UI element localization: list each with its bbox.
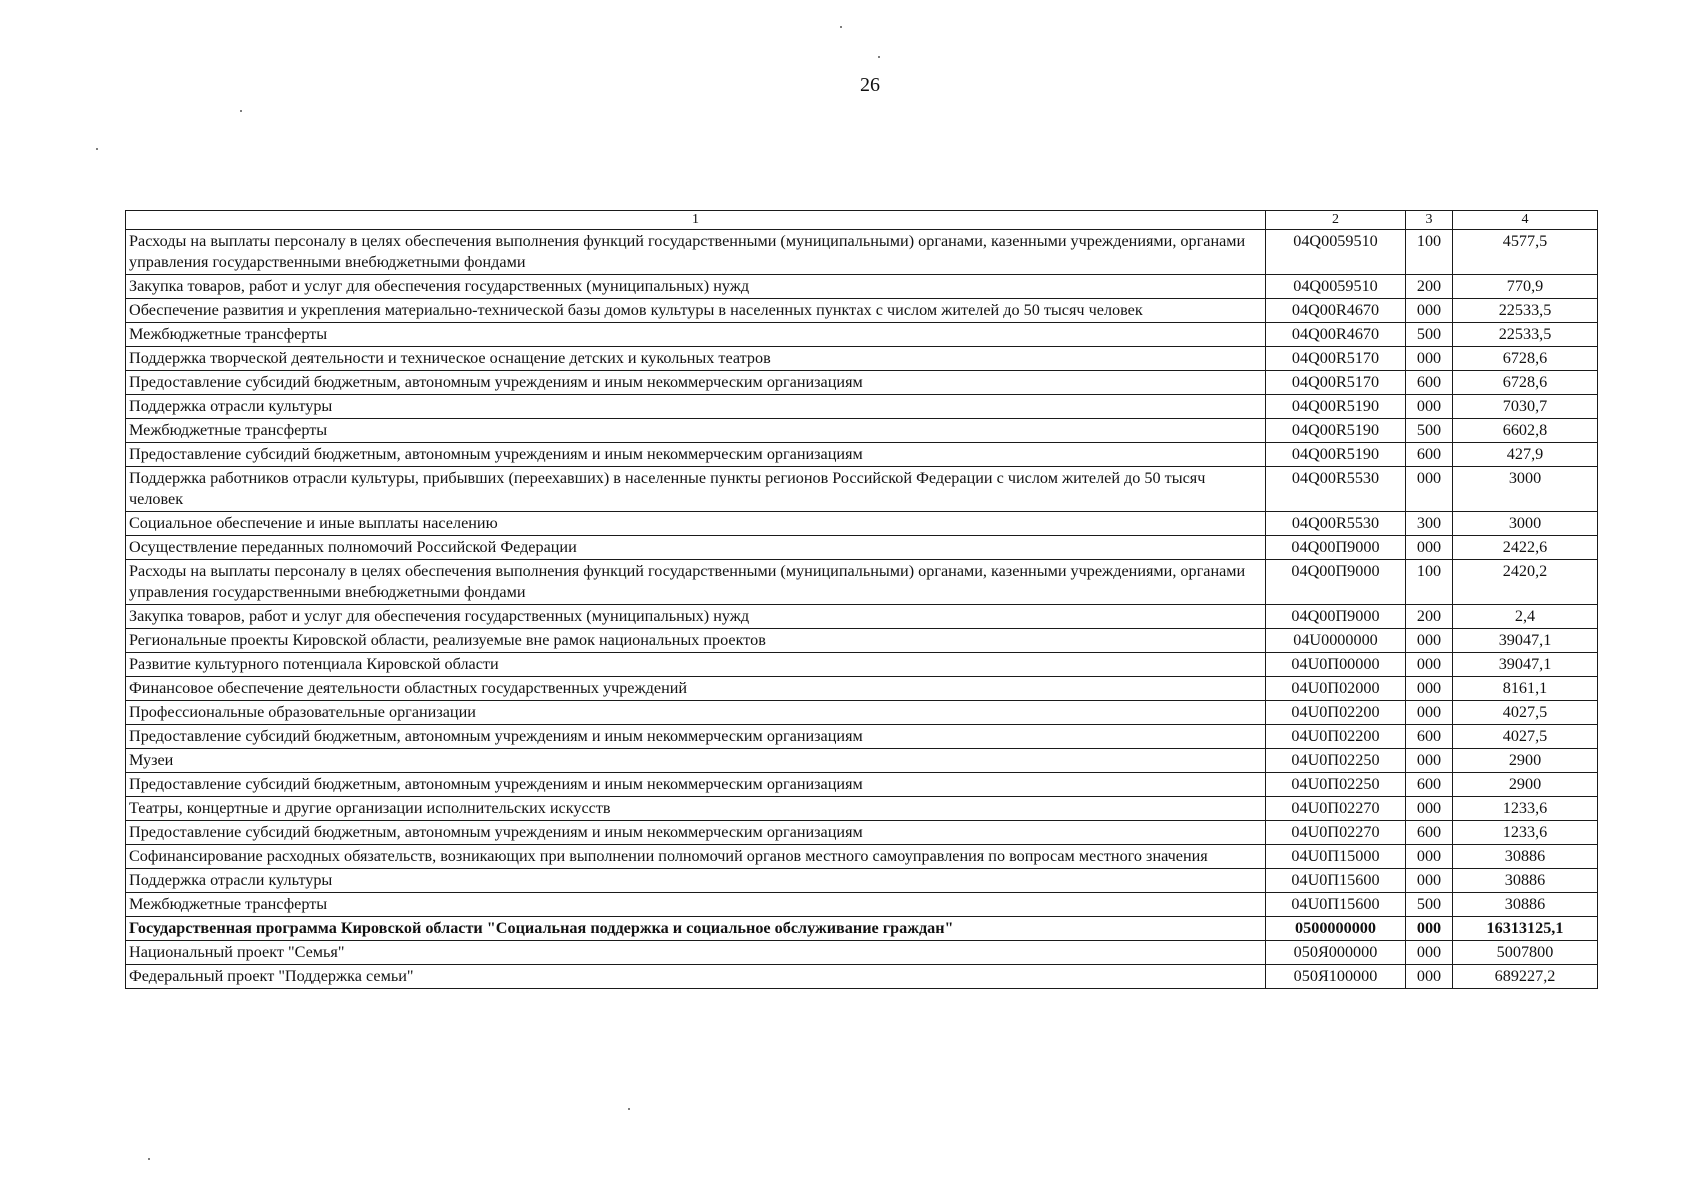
row-kvr-cell: 500: [1406, 893, 1453, 917]
row-sum-cell: 39047,1: [1453, 653, 1598, 677]
row-name-cell: Поддержка творческой деятельности и техническое оснащение детских и кукольных театров: [126, 347, 1266, 371]
row-kvr-cell: 000: [1406, 629, 1453, 653]
table-row: [126, 512, 1598, 536]
table-row: [126, 275, 1598, 299]
row-kvr-cell: 200: [1406, 605, 1453, 629]
table-row: [126, 845, 1598, 869]
budget-table: [125, 210, 1598, 989]
row-sum-cell: 30886: [1453, 869, 1598, 893]
row-name-cell: Софинансирование расходных обязательств, возникающих при выполнении полномочий органов местного самоуправления по вопросам местного значения: [126, 845, 1266, 869]
page-number: 26: [860, 74, 880, 96]
row-name-cell: Предоставление субсидий бюджетным, автономным учреждениям и иным некоммерческим организациям: [126, 725, 1266, 749]
row-sum-cell: 22533,5: [1453, 299, 1598, 323]
row-kvr-cell: 000: [1406, 917, 1453, 941]
row-name-cell: Поддержка отрасли культуры: [126, 395, 1266, 419]
table-row: [126, 677, 1598, 701]
row-sum-cell: 6728,6: [1453, 347, 1598, 371]
row-name-cell: Профессиональные образовательные организации: [126, 701, 1266, 725]
row-kvr-cell: 100: [1406, 230, 1453, 275]
column-header-sum: 4: [1453, 211, 1598, 230]
table-row: [126, 323, 1598, 347]
row-kvr-cell: 000: [1406, 677, 1453, 701]
table-row: [126, 725, 1598, 749]
row-sum-cell: 2900: [1453, 749, 1598, 773]
row-name-cell: Театры, концертные и другие организации исполнительских искусств: [126, 797, 1266, 821]
table-row: [126, 965, 1598, 989]
row-code-cell: 04U0П15000: [1266, 845, 1406, 869]
row-name-cell: Расходы на выплаты персоналу в целях обеспечения выполнения функций государственными (муниципальными) органами, казенными учреждениями, органами управления государственными внебюджетными фондами: [126, 560, 1266, 605]
row-code-cell: 04Q00R5530: [1266, 512, 1406, 536]
row-sum-cell: 6728,6: [1453, 371, 1598, 395]
row-code-cell: 04U0П02200: [1266, 701, 1406, 725]
column-header-code: 2: [1266, 211, 1406, 230]
row-name-cell: Поддержка отрасли культуры: [126, 869, 1266, 893]
row-code-cell: 04Q0059510: [1266, 230, 1406, 275]
row-code-cell: 050Я000000: [1266, 941, 1406, 965]
row-code-cell: 04U0П02250: [1266, 773, 1406, 797]
table-row: [126, 299, 1598, 323]
row-name-cell: Предоставление субсидий бюджетным, автономным учреждениям и иным некоммерческим организациям: [126, 821, 1266, 845]
table-row: [126, 371, 1598, 395]
table-row: [126, 653, 1598, 677]
table-row: [126, 467, 1598, 512]
row-kvr-cell: 000: [1406, 395, 1453, 419]
row-code-cell: 04Q00R5170: [1266, 371, 1406, 395]
row-kvr-cell: 600: [1406, 371, 1453, 395]
scan-speck: [240, 110, 242, 112]
row-code-cell: 04Q00R5190: [1266, 443, 1406, 467]
row-sum-cell: 2,4: [1453, 605, 1598, 629]
row-sum-cell: 8161,1: [1453, 677, 1598, 701]
row-kvr-cell: 000: [1406, 299, 1453, 323]
row-code-cell: 04Q00R5190: [1266, 395, 1406, 419]
row-sum-cell: 689227,2: [1453, 965, 1598, 989]
table-body: [126, 230, 1598, 989]
row-code-cell: 04U0П02200: [1266, 725, 1406, 749]
table-header-row: [126, 211, 1598, 230]
table-row: [126, 917, 1598, 941]
row-name-cell: Музеи: [126, 749, 1266, 773]
row-name-cell: Государственная программа Кировской области "Социальная поддержка и социальное обслуживание граждан": [126, 917, 1266, 941]
scan-speck: [628, 1108, 630, 1110]
scan-speck: [878, 56, 880, 58]
row-name-cell: Региональные проекты Кировской области, реализуемые вне рамок национальных проектов: [126, 629, 1266, 653]
row-sum-cell: 3000: [1453, 467, 1598, 512]
row-code-cell: 050Я100000: [1266, 965, 1406, 989]
row-kvr-cell: 100: [1406, 560, 1453, 605]
row-kvr-cell: 000: [1406, 869, 1453, 893]
row-sum-cell: 30886: [1453, 845, 1598, 869]
row-name-cell: Предоставление субсидий бюджетным, автономным учреждениям и иным некоммерческим организациям: [126, 443, 1266, 467]
column-header-kvr: 3: [1406, 211, 1453, 230]
row-code-cell: 04Q00П9000: [1266, 560, 1406, 605]
table-row: [126, 395, 1598, 419]
row-sum-cell: 6602,8: [1453, 419, 1598, 443]
row-code-cell: 04Q00R4670: [1266, 323, 1406, 347]
table-row: [126, 773, 1598, 797]
row-sum-cell: 2900: [1453, 773, 1598, 797]
row-kvr-cell: 000: [1406, 845, 1453, 869]
row-kvr-cell: 000: [1406, 536, 1453, 560]
table-row: [126, 893, 1598, 917]
row-kvr-cell: 600: [1406, 443, 1453, 467]
row-kvr-cell: 000: [1406, 965, 1453, 989]
row-name-cell: Закупка товаров, работ и услуг для обеспечения государственных (муниципальных) нужд: [126, 605, 1266, 629]
row-kvr-cell: 600: [1406, 821, 1453, 845]
table-row: [126, 629, 1598, 653]
row-sum-cell: 4577,5: [1453, 230, 1598, 275]
table-row: [126, 701, 1598, 725]
row-code-cell: 04U0П15600: [1266, 893, 1406, 917]
row-code-cell: 04Q00R4670: [1266, 299, 1406, 323]
table-row: [126, 536, 1598, 560]
row-code-cell: 04U0П02250: [1266, 749, 1406, 773]
row-kvr-cell: 000: [1406, 749, 1453, 773]
row-code-cell: 04Q00R5170: [1266, 347, 1406, 371]
row-name-cell: Межбюджетные трансферты: [126, 323, 1266, 347]
row-name-cell: Поддержка работников отрасли культуры, прибывших (переехавших) в населенные пункты регионов Российской Федерации с числом жителей до 50 тысяч человек: [126, 467, 1266, 512]
row-kvr-cell: 000: [1406, 701, 1453, 725]
row-code-cell: 0500000000: [1266, 917, 1406, 941]
row-name-cell: Предоставление субсидий бюджетным, автономным учреждениям и иным некоммерческим организациям: [126, 371, 1266, 395]
table-row: [126, 821, 1598, 845]
table-row: [126, 230, 1598, 275]
row-kvr-cell: 200: [1406, 275, 1453, 299]
row-sum-cell: 2422,6: [1453, 536, 1598, 560]
row-code-cell: 04Q00R5530: [1266, 467, 1406, 512]
row-sum-cell: 4027,5: [1453, 725, 1598, 749]
row-sum-cell: 16313125,1: [1453, 917, 1598, 941]
row-kvr-cell: 600: [1406, 725, 1453, 749]
row-kvr-cell: 600: [1406, 773, 1453, 797]
row-name-cell: Межбюджетные трансферты: [126, 419, 1266, 443]
row-name-cell: Закупка товаров, работ и услуг для обеспечения государственных (муниципальных) нужд: [126, 275, 1266, 299]
table-row: [126, 560, 1598, 605]
row-sum-cell: 7030,7: [1453, 395, 1598, 419]
row-name-cell: Финансовое обеспечение деятельности областных государственных учреждений: [126, 677, 1266, 701]
row-sum-cell: 3000: [1453, 512, 1598, 536]
row-name-cell: Обеспечение развития и укрепления материально-технической базы домов культуры в населенных пунктах с числом жителей до 50 тысяч человек: [126, 299, 1266, 323]
row-code-cell: 04U0П02270: [1266, 797, 1406, 821]
row-code-cell: 04Q0059510: [1266, 275, 1406, 299]
row-kvr-cell: 000: [1406, 467, 1453, 512]
scan-speck: [96, 148, 98, 150]
row-kvr-cell: 500: [1406, 323, 1453, 347]
row-code-cell: 04Q00R5190: [1266, 419, 1406, 443]
row-code-cell: 04Q00П9000: [1266, 605, 1406, 629]
row-code-cell: 04U0П00000: [1266, 653, 1406, 677]
row-sum-cell: 1233,6: [1453, 797, 1598, 821]
column-header-name: 1: [126, 211, 1266, 230]
row-code-cell: 04U0П15600: [1266, 869, 1406, 893]
row-kvr-cell: 000: [1406, 941, 1453, 965]
row-kvr-cell: 300: [1406, 512, 1453, 536]
row-code-cell: 04Q00П9000: [1266, 536, 1406, 560]
row-sum-cell: 4027,5: [1453, 701, 1598, 725]
table-row: [126, 941, 1598, 965]
row-name-cell: Осуществление переданных полномочий Российской Федерации: [126, 536, 1266, 560]
row-sum-cell: 30886: [1453, 893, 1598, 917]
row-kvr-cell: 500: [1406, 419, 1453, 443]
scan-speck: [840, 26, 842, 28]
row-code-cell: 04U0П02270: [1266, 821, 1406, 845]
row-kvr-cell: 000: [1406, 347, 1453, 371]
row-name-cell: Предоставление субсидий бюджетным, автономным учреждениям и иным некоммерческим организациям: [126, 773, 1266, 797]
table-row: [126, 797, 1598, 821]
row-code-cell: 04U0000000: [1266, 629, 1406, 653]
table-row: [126, 749, 1598, 773]
row-name-cell: Расходы на выплаты персоналу в целях обеспечения выполнения функций государственными (муниципальными) органами, казенными учреждениями, органами управления государственными внебюджетными фондами: [126, 230, 1266, 275]
row-sum-cell: 770,9: [1453, 275, 1598, 299]
row-name-cell: Федеральный проект "Поддержка семьи": [126, 965, 1266, 989]
table-row: [126, 869, 1598, 893]
scan-speck: [148, 1158, 150, 1160]
row-kvr-cell: 000: [1406, 653, 1453, 677]
table-row: [126, 443, 1598, 467]
row-sum-cell: 22533,5: [1453, 323, 1598, 347]
table-row: [126, 347, 1598, 371]
row-sum-cell: 427,9: [1453, 443, 1598, 467]
row-kvr-cell: 000: [1406, 797, 1453, 821]
row-name-cell: Межбюджетные трансферты: [126, 893, 1266, 917]
budget-table-container: [125, 210, 1597, 989]
row-name-cell: Развитие культурного потенциала Кировской области: [126, 653, 1266, 677]
row-name-cell: Социальное обеспечение и иные выплаты населению: [126, 512, 1266, 536]
row-sum-cell: 2420,2: [1453, 560, 1598, 605]
table-row: [126, 605, 1598, 629]
row-sum-cell: 5007800: [1453, 941, 1598, 965]
row-code-cell: 04U0П02000: [1266, 677, 1406, 701]
row-sum-cell: 1233,6: [1453, 821, 1598, 845]
row-name-cell: Национальный проект "Семья": [126, 941, 1266, 965]
row-sum-cell: 39047,1: [1453, 629, 1598, 653]
table-row: [126, 419, 1598, 443]
